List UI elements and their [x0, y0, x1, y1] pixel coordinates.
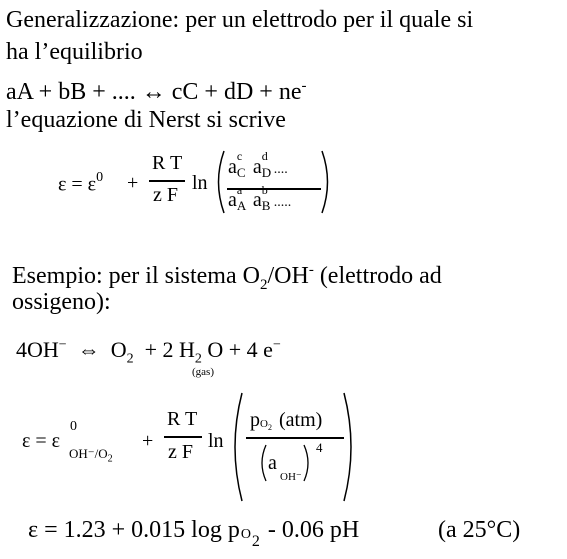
eq2-plus: +: [142, 430, 154, 452]
eq2-den-right-paren-icon: [302, 444, 314, 482]
eq2-lhs-sup: 0: [70, 419, 77, 434]
example-line-2: ossigeno):: [12, 289, 111, 315]
general-line-4: l’equazione di Nerst si scrive: [6, 107, 286, 133]
eq1-plus: +: [127, 172, 139, 194]
reaction-rhs: cC + dD + ne: [165, 79, 302, 105]
equilibrium-arrow-icon: ↔: [141, 79, 166, 105]
eq2-ln: ln: [208, 430, 224, 452]
oxygen-reaction: 4OH− ⇔ $O_2 + 2$ $H_2$ O + 4 e−: [16, 337, 281, 367]
eq2-zf: z F: [168, 441, 193, 463]
eq2-lhs-sub: $OH^-/O_2$: [69, 446, 113, 465]
eq1-numerator: a c C a d D ....: [228, 149, 288, 180]
equivalence-arrow-icon: ⇔: [77, 337, 100, 362]
eq2-den-exponent: 4: [316, 440, 323, 455]
eq1-denominator: a a A a b B .....: [228, 183, 292, 213]
eq1-rt: R T: [152, 152, 183, 174]
gas-label: (gas): [192, 366, 214, 378]
example-line-1: Esempio: per il sistema $O_2/OH^-$ (elettrodo ad: [12, 262, 442, 293]
general-line-1: Generalizzazione: per un elettrodo per il quale si: [6, 7, 474, 33]
eq2-right-paren-icon: [342, 392, 358, 502]
eq2-den-a-sub: OH⁻: [280, 471, 302, 483]
reaction-charge: -: [301, 78, 307, 94]
eq1-left-paren-icon: [212, 150, 226, 214]
eq2-lhs: ε = ε: [22, 430, 61, 452]
eq1-lhs: $\varepsilon = \varepsilon^0$: [58, 170, 104, 196]
eq2-numerator: p $O_2$ (atm): [250, 409, 323, 433]
eq2-rt: R T: [167, 408, 198, 430]
eq1-zf: z F: [153, 184, 178, 206]
eq1-right-paren-icon: [320, 150, 334, 214]
eq3-formula: ε = 1.23 + 0.015 log p O 2 - 0.06 pH: [28, 517, 360, 550]
eq2-den-a: a: [268, 452, 277, 474]
general-line-2: ha l’equilibrio: [6, 39, 143, 65]
reaction-lhs: aA + bB + ....: [6, 79, 142, 105]
eq2-left-paren-icon: [228, 392, 244, 502]
eq2-den-left-paren-icon: [256, 444, 268, 482]
eq1-ln: ln: [192, 172, 208, 194]
general-reaction: [6, 72, 306, 106]
eq3-note: (a 25°C): [438, 517, 521, 543]
